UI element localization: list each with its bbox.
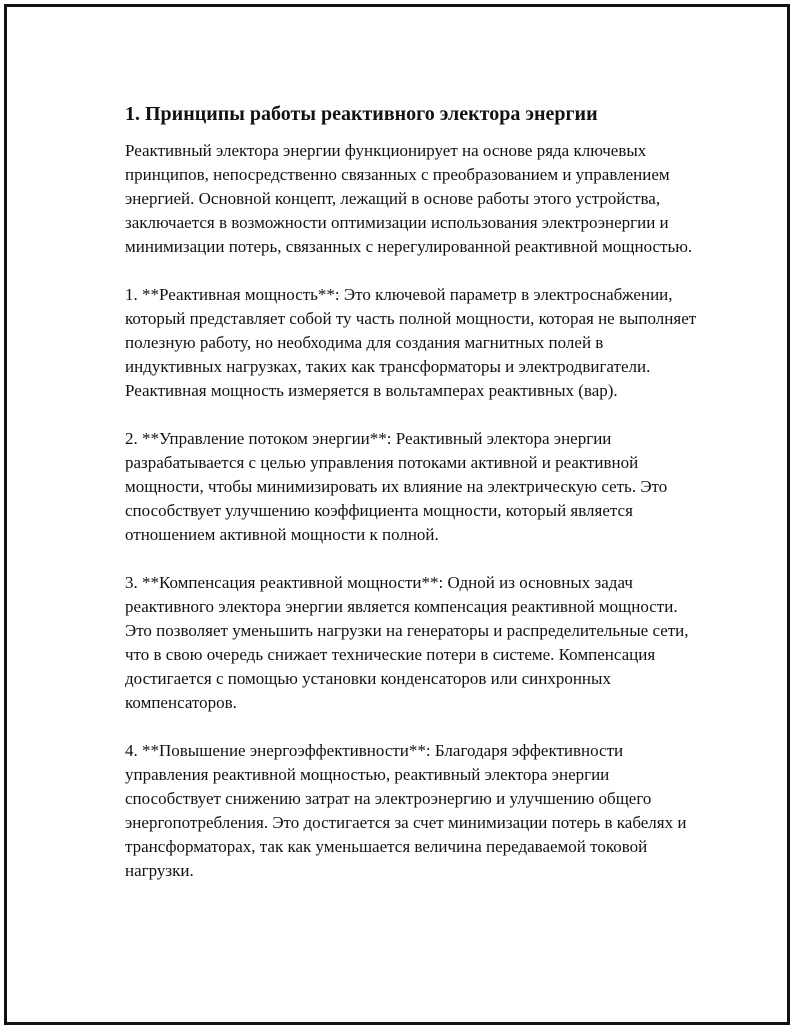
document-title: 1. Принципы работы реактивного электора энергии — [125, 103, 598, 125]
paragraph-reactive-power: 1. **Реактивная мощность**: Это ключевой параметр в электроснабжении, который представляет собой ту часть полной мощности, которая не выполняет полезную работу, но необходима для создания магнитных полей в индуктивных нагрузках, таких как трансформаторы и электродвигатели. Реактивная мощность измеряется в вольтамперах реактивных (вар). — [125, 285, 697, 400]
document-body — [125, 101, 700, 883]
page-frame — [4, 4, 790, 1025]
paragraph-energy-efficiency: 4. **Повышение энергоэффективности**: Благодаря эффективности управления реактивной мощностью, реактивный электора энергии способствует снижению затрат на электроэнергию и улучшению общего энергопотребления. Это достигается за счет минимизации потерь в кабелях и трансформаторах, так как уменьшается величина передаваемой токовой нагрузки. — [125, 741, 687, 880]
paragraph-reactive-power-compensation: 3. **Компенсация реактивной мощности**: Одной из основных задач реактивного электора энергии является компенсация реактивной мощности. Это позволяет уменьшить нагрузки на генераторы и распределительные сети, что в свою очередь снижает технические потери в системе. Компенсация достигается с помощью установки конденсаторов или синхронных компенсаторов. — [125, 573, 689, 712]
intro-paragraph: Реактивный электора энергии функционирует на основе ряда ключевых принципов, непосредственно связанных с преобразованием и управлением энергией. Основной концепт, лежащий в основе работы этого устройства, заключается в возможности оптимизации использования электроэнергии и минимизации потерь, связанных с нерегулированной реактивной мощностью. — [125, 141, 693, 256]
paragraph-energy-flow-control: 2. **Управление потоком энергии**: Реактивный электора энергии разрабатывается с целью управления потоками активной и реактивной мощности, чтобы минимизировать их влияние на электрическую сеть. Это способствует улучшению коэффициента мощности, который является отношением активной мощности к полной. — [125, 429, 668, 544]
